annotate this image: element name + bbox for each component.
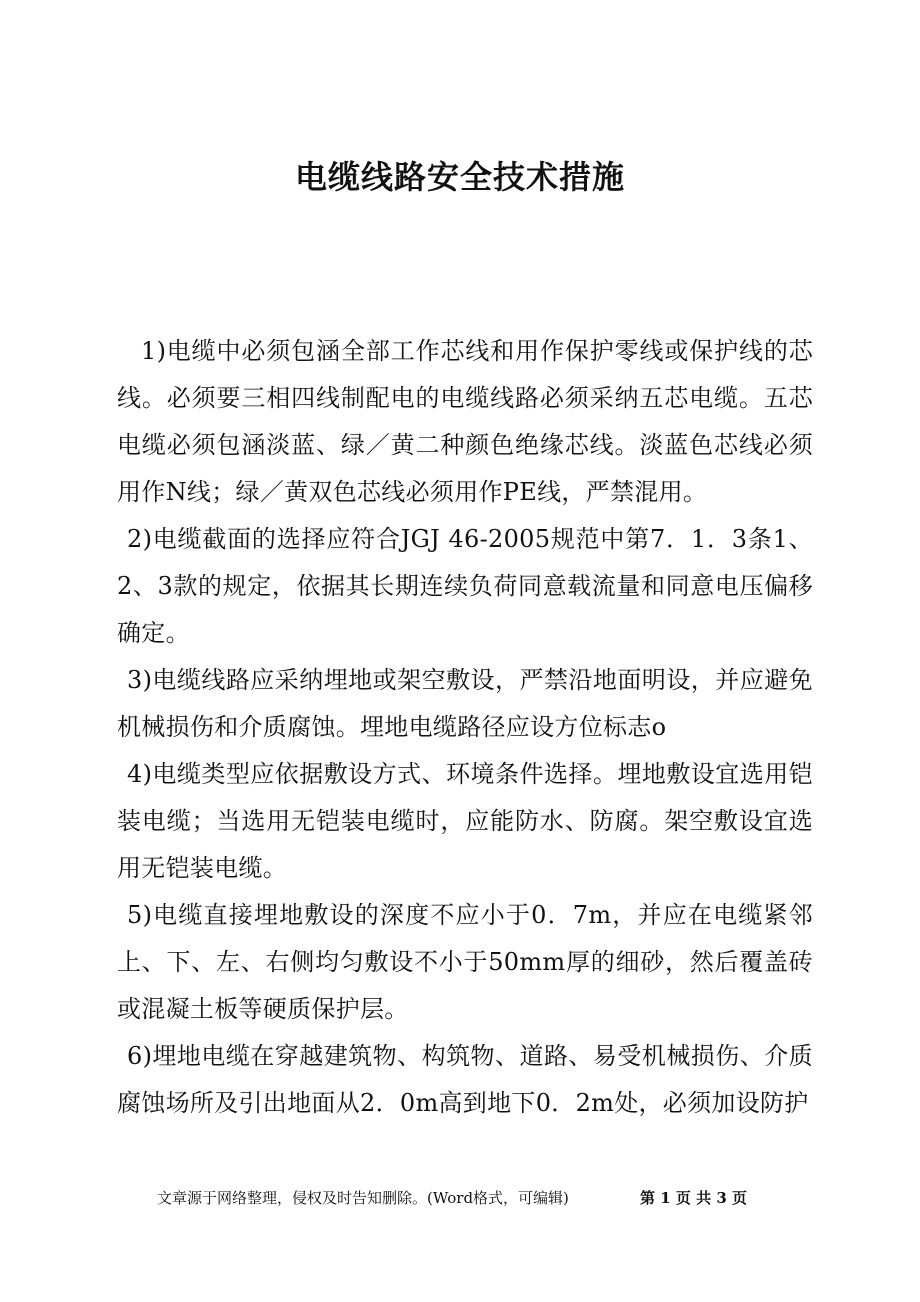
page-footer: [0, 1186, 920, 1210]
paragraph-1: 1)电缆中必须包涵全部工作芯线和用作保护零线或保护线的芯线。必须要三相四线制配电的电缆线路必须采纳五芯电缆。五芯电缆必须包涵淡蓝、绿／黄二种颜色绝缘芯线。淡蓝色芯线必须用作N线；绿／黄双色芯线必须用作PE线，严禁混用。: [117, 337, 813, 506]
paragraph-2: 2)电缆截面的选择应符合JGJ 46-2005规范中第7．1．3条1、2、3款的规定，依据其长期连续负荷同意载流量和同意电压偏移确定。: [117, 525, 813, 647]
paragraph-3: 3)电缆线路应采纳埋地或架空敷设，严禁沿地面明设，并应避免机械损伤和介质腐蚀。埋地电缆路径应设方位标志o: [117, 666, 813, 741]
page-number: 第 1 页 共 3 页: [640, 1189, 747, 1207]
document-title: 电缆线路安全技术措施: [294, 158, 625, 197]
paragraph-6: 6)埋地电缆在穿越建筑物、构筑物、道路、易受机械损伤、介质腐蚀场所及引出地面从2．0m高到地下0．2m处，必须加设防护: [117, 1042, 813, 1117]
document-body: [117, 328, 813, 1127]
footer-note: 文章源于网络整理，侵权及时告知删除。(Word格式，可编辑): [157, 1189, 569, 1207]
paragraph-4: 4)电缆类型应依据敷设方式、环境条件选择。埋地敷设宜选用铠装电缆；当选用无铠装电缆时，应能防水、防腐。架空敷设宜选用无铠装电缆。: [117, 760, 813, 882]
paragraph-5: 5)电缆直接埋地敷设的深度不应小于0．7m，并应在电缆紧邻上、下、左、右侧均匀敷设不小于50mm厚的细砂，然后覆盖砖或混凝土板等硬质保护层。: [117, 901, 813, 1023]
